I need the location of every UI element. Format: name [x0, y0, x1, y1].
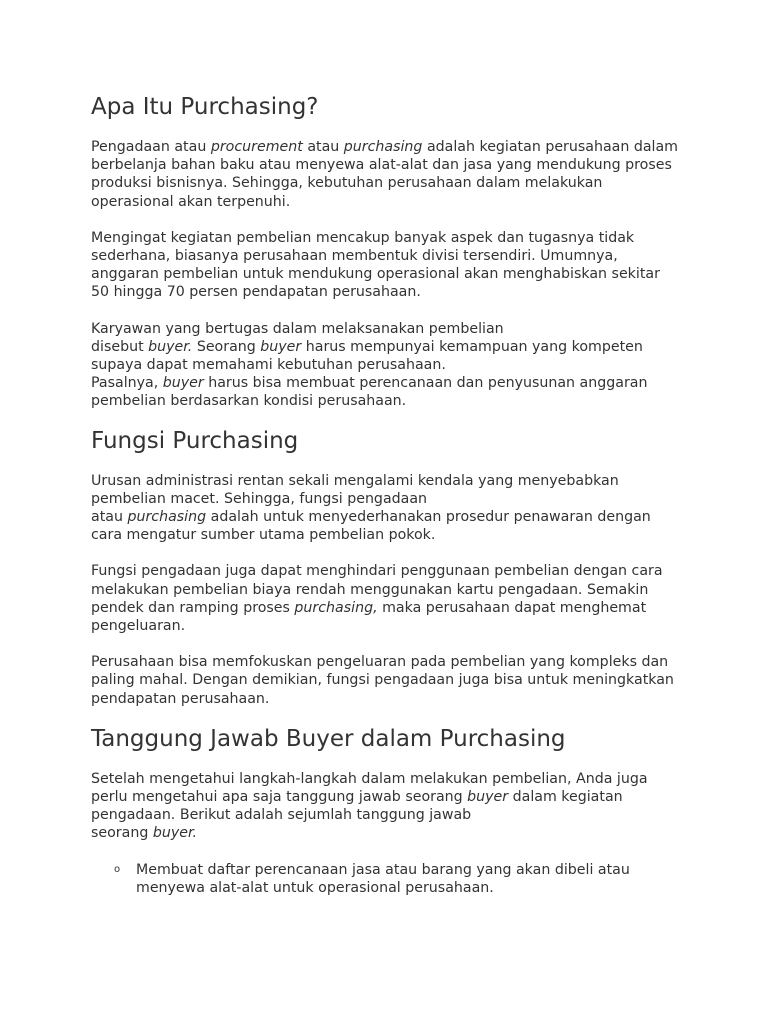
paragraph-urusan: Urusan administrasi rentan sekali mengalami kendala yang menyebabkan pembelian macet. Sehingga, fungsi pengadaan atau purchasing adalah untuk menyederhanakan prosedur penawaran dengan cara mengatur sumber utama pembelian pokok.: [91, 472, 651, 544]
paragraph-pengadaan: Pengadaan atau procurement atau purchasing adalah kegiatan perusahaan dalam berbelanja bahan baku atau menyewa alat-alat dan jasa yang mendukung proses produksi bisnisnya. Sehingga, kebutuhan perusahaan dalam melakukan operasional akan terpenuhi.: [91, 139, 678, 210]
heading-tanggung-jawab-buyer: Tanggung Jawab Buyer dalam Purchasing: [91, 725, 566, 752]
bullet-icon: o: [114, 863, 121, 875]
paragraph-karyawan: Karyawan yang bertugas dalam melaksanakan pembelian disebut buyer. Seorang buyer harus mempunyai kemampuan yang kompeten supaya dapat memahami kebutuhan perusahaan. Pasalnya, buyer harus bisa membuat perencanaan dan penyusunan anggaran pembelian berdasarkan kondisi perusahaan.: [91, 320, 648, 410]
paragraph-mengingat: Mengingat kegiatan pembelian mencakup banyak aspek dan tugasnya tidak sederhana, biasanya perusahaan membentuk divisi tersendiri. Umumnya, anggaran pembelian untuk mendukung operasional akan menghabiskan sekitar 50 hingga 70 persen pendapatan perusahaan.: [91, 229, 660, 301]
list-item: o Membuat daftar perencanaan jasa atau barang yang akan dibeli atau menyewa alat-alat untuk operasional perusahaan.: [114, 861, 630, 896]
heading-fungsi-purchasing: Fungsi Purchasing: [91, 427, 299, 454]
responsibility-list: [91, 861, 678, 897]
paragraph-fungsi-pengadaan: Fungsi pengadaan juga dapat menghindari penggunaan pembelian dengan cara melakukan pembelian biaya rendah menggunakan kartu pengadaan. Semakin pendek dan ramping proses purchasing, maka perusahaan dapat menghemat pengeluaran.: [91, 563, 663, 635]
paragraph-perusahaan: Perusahaan bisa memfokuskan pengeluaran pada pembelian yang kompleks dan paling mahal. Dengan demikian, fungsi pengadaan juga bisa untuk meningkatkan pendapatan perusahaan.: [91, 654, 674, 707]
paragraph-setelah: Setelah mengetahui langkah-langkah dalam melakukan pembelian, Anda juga perlu mengetahui apa saja tanggung jawab seorang buyer dalam kegiatan pengadaan. Berikut adalah sejumlah tanggung jawab seorang buyer.: [91, 770, 648, 842]
heading-apa-itu-purchasing: Apa Itu Purchasing?: [91, 94, 319, 120]
